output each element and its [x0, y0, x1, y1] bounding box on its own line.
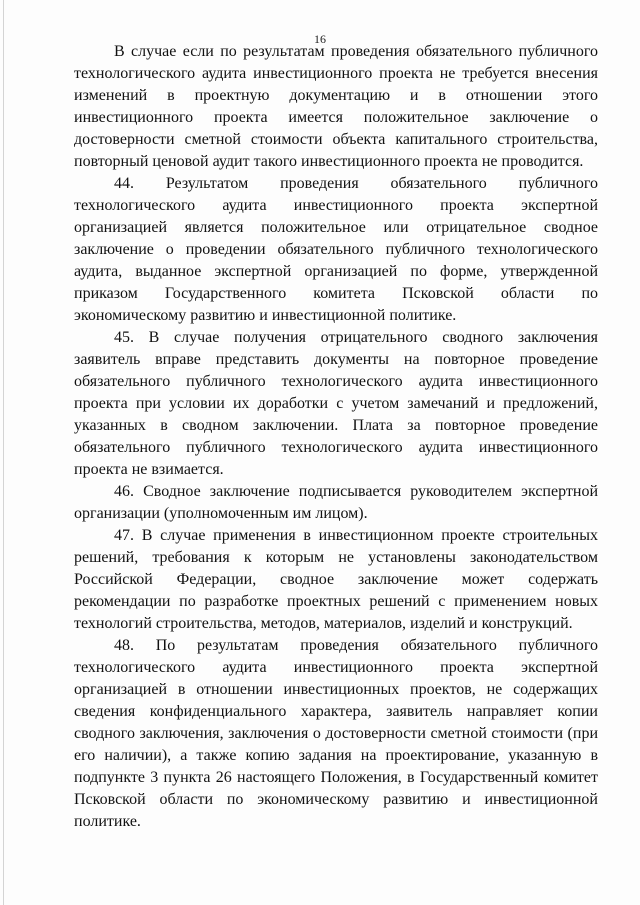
paragraph-47: 47. В случае применения в инвестиционном проекте строительных решений, требования к которым не установлены законодательством Российской Федерации, сводное заключение может содержать рекомендации по разработке проектных решений с применением новых технологий строительства, методов, материалов, изделий и конструкций.: [74, 527, 598, 632]
page-number: 16: [314, 32, 326, 46]
scan-edge-line: [3, 0, 4, 905]
paragraph-44: 44. Результатом проведения обязательного публичного технологического аудита инвестиционного проекта экспертной организацией является положительное или отрицательное сводное заключение о проведении обязательного публичного технологического аудита, выданное экспертной организацией по форме, утвержденной приказом Государственного комитета Псковской области по экономическому развитию и инвестиционной политике.: [74, 175, 598, 324]
document-body: [74, 41, 598, 833]
paragraph-48: 48. По результатам проведения обязательного публичного технологического аудита инвестиционного проекта экспертной организацией в отношении инвестиционных проектов, не содержащих сведения конфиденциального характера, заявитель направляет копии сводного заключения, заключения о достоверности сметной стоимости (при его наличии), а также копию задания на проектирование, указанную в подпункте 3 пункта 26 настоящего Положения, в Государственный комитет Псковской области по экономическому развитию и инвестиционной политике.: [74, 637, 598, 830]
paragraph-45: 45. В случае получения отрицательного сводного заключения заявитель вправе представить документы на повторное проведение обязательного публичного технологического аудита инвестиционного проекта при условии их доработки с учетом замечаний и предложений, указанных в сводном заключении. Плата за повторное проведение обязательного публичного технологического аудита инвестиционного проекта не взимается.: [74, 329, 598, 478]
paragraph-46: 46. Сводное заключение подписывается руководителем экспертной организации (уполномоченным им лицом).: [74, 483, 598, 522]
paragraph-intro: В случае если по результатам проведения обязательного публичного технологического аудита инвестиционного проекта не требуется внесения изменений в проектную документацию и в отношении этого инвестиционного проекта имеется положительное заключение о достоверности сметной стоимости объекта капитального строительства, повторный ценовой аудит такого инвестиционного проекта не проводится.: [74, 43, 598, 170]
